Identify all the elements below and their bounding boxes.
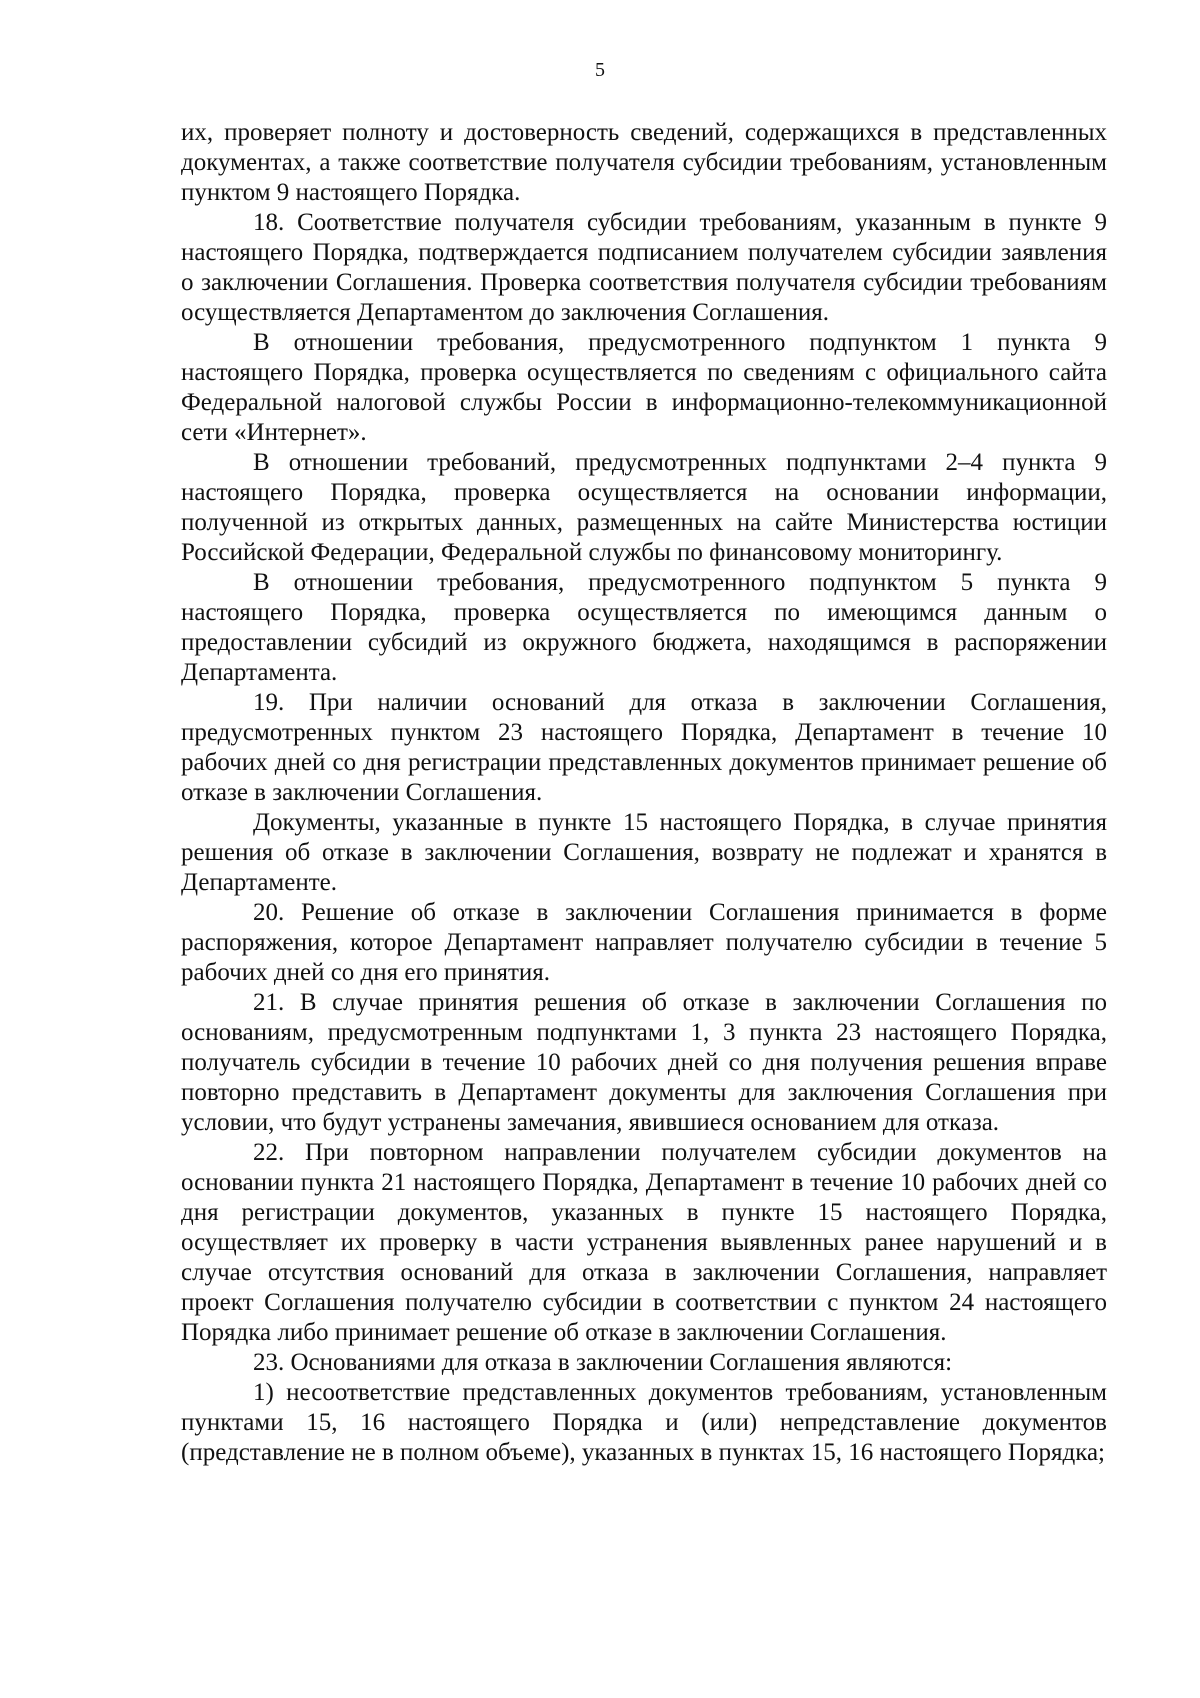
paragraph-item-18: 18. Соответствие получателя субсидии требованиям, указанным в пункте 9 настоящего Порядка, подтверждается подписанием получателем субсидии заявления о заключении Соглашения. Проверка соответствия получателя субсидии требованиям осуществляется Департаментом до заключения Соглашения. (181, 209, 1107, 326)
paragraph-requirements-2-4: В отношении требований, предусмотренных подпунктами 2–4 пункта 9 настоящего Порядка, проверка осуществляется на основании информации, полученной из открытых данных, размещенных на сайте Министерства юстиции Российской Федерации, Федеральной службы по финансовому мониторингу. (181, 449, 1107, 566)
paragraph-continuation: их, проверяет полноту и достоверность сведений, содержащихся в представленных документах, а также соответствие получателя субсидии требованиям, установленным пунктом 9 настоящего Порядка. (181, 119, 1107, 206)
paragraph-item-23: 23. Основаниями для отказа в заключении Соглашения являются: (253, 1349, 953, 1376)
page-number: 5 (595, 59, 605, 81)
paragraph-requirement-1: В отношении требования, предусмотренного подпунктом 1 пункта 9 настоящего Порядка, проверка осуществляется по сведениям с официального сайта Федеральной налоговой службы России в информационно-телекоммуникационной сети «Интернет». (181, 329, 1107, 446)
document-body (181, 118, 1107, 1468)
paragraph-requirement-5: В отношении требования, предусмотренного подпунктом 5 пункта 9 настоящего Порядка, проверка осуществляется по имеющимся данным о предоставлении субсидий из окружного бюджета, находящимся в распоряжении Департамента. (181, 569, 1107, 686)
paragraph-item-23-subitem-1: 1) несоответствие представленных документов требованиям, установленным пунктами 15, 16 настоящего Порядка и (или) непредставление документов (представление не в полном объеме), указанных в пунктах 15, 16 настоящего Порядка; (181, 1379, 1107, 1466)
paragraph-item-21: 21. В случае принятия решения об отказе в заключении Соглашения по основаниям, предусмотренным подпунктами 1, 3 пункта 23 настоящего Порядка, получатель субсидии в течение 10 рабочих дней со дня получения решения вправе повторно представить в Департамент документы для заключения Соглашения при условии, что будут устранены замечания, явившиеся основанием для отказа. (181, 989, 1107, 1136)
paragraph-item-19: 19. При наличии оснований для отказа в заключении Соглашения, предусмотренных пунктом 23 настоящего Порядка, Департамент в течение 10 рабочих дней со дня регистрации представленных документов принимает решение об отказе в заключении Соглашения. (181, 689, 1107, 806)
paragraph-documents-storage: Документы, указанные в пункте 15 настоящего Порядка, в случае принятия решения об отказе в заключении Соглашения, возврату не подлежат и хранятся в Департаменте. (181, 809, 1107, 896)
paragraph-item-20: 20. Решение об отказе в заключении Соглашения принимается в форме распоряжения, которое Департамент направляет получателю субсидии в течение 5 рабочих дней со дня его принятия. (181, 899, 1107, 986)
paragraph-item-22: 22. При повторном направлении получателем субсидии документов на основании пункта 21 настоящего Порядка, Департамент в течение 10 рабочих дней со дня регистрации документов, указанных в пункте 15 настоящего Порядка, осуществляет их проверку в части устранения выявленных ранее нарушений и в случае отсутствия оснований для отказа в заключении Соглашения, направляет проект Соглашения получателю субсидии в соответствии с пунктом 24 настоящего Порядка либо принимает решение об отказе в заключении Соглашения. (181, 1139, 1107, 1346)
